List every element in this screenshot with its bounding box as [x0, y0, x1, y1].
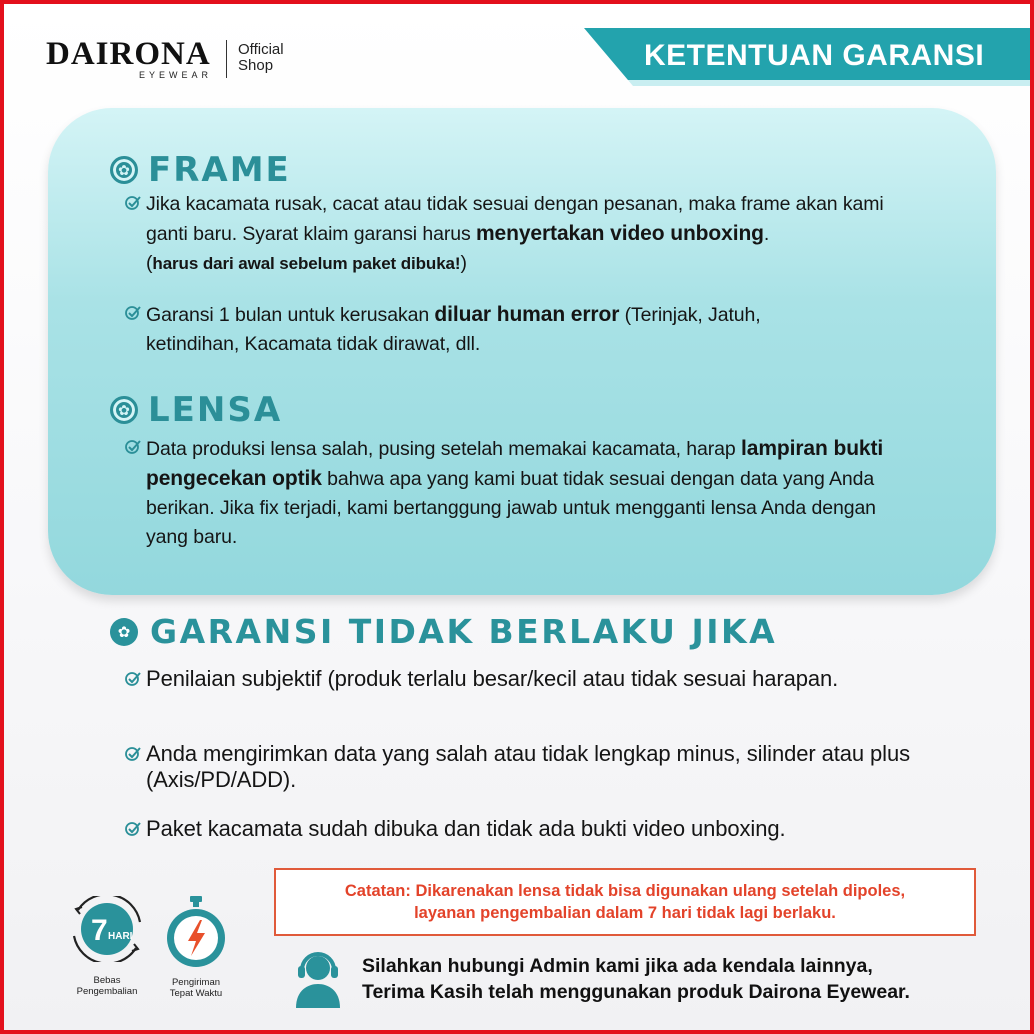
lens-heading — [110, 390, 282, 430]
exclusion-text: Paket kacamata sudah dibuka dan tidak ada bukti video unboxing. — [146, 816, 786, 841]
exclusions-title: GARANSI TIDAK BERLAKU JIKA — [150, 612, 778, 651]
free-return-badge — [62, 896, 152, 996]
shop-label: Shop — [238, 57, 274, 74]
stopwatch-icon — [156, 894, 236, 970]
checkmark-icon — [124, 744, 146, 793]
emphasis-text: lampiran bukti pengecekan optik — [146, 437, 884, 490]
frame-item-2 — [124, 300, 904, 359]
brand-logo — [46, 36, 284, 80]
official-label: Official — [238, 41, 284, 58]
caption-line: Pengiriman — [171, 977, 221, 988]
text-part: Data produksi lensa salah, pusing setelah memakai kacamata, harap — [146, 438, 741, 460]
text-part: bahwa apa yang kami buat tidak sesuai dengan data yang Anda berikan. Jika fix terjadi, kami bertanggung jawab untuk mengganti lensa Anda dengan yang baru. — [146, 468, 876, 548]
caption-line: Bebas — [93, 975, 121, 986]
frame-item-1 — [124, 190, 904, 278]
contact-section — [294, 950, 910, 1008]
return-days-number: 7 — [91, 914, 108, 947]
note-line: layanan pengembalian dalam 7 hari tidak lagi berlaku. — [414, 904, 836, 922]
brand-name: DAIRONA — [46, 36, 211, 72]
brand-subtitle: EYEWEAR — [138, 70, 212, 80]
caption-line: Tepat Waktu — [169, 988, 223, 999]
lens-title: LENSA — [148, 390, 283, 430]
contact-line: Silahkan hubungi Admin kami jika ada kendala lainnya, — [362, 955, 873, 977]
exclusion-item-3 — [124, 816, 924, 842]
on-time-shipping-badge — [156, 894, 236, 999]
frame-title: FRAME — [148, 150, 291, 190]
logo-divider — [226, 40, 227, 78]
frame-item-1-text — [146, 190, 896, 278]
checkmark-icon — [124, 303, 146, 359]
contact-line: Terima Kasih telah menggunakan produk Dairona Eyewear. — [362, 981, 910, 1003]
text-part: (Terinjak, Jatuh, ketindihan, Kacamata tidak dirawat, dll. — [146, 304, 761, 355]
emphasis-text: harus dari awal sebelum paket dibuka! — [152, 254, 461, 273]
frame-heading — [110, 150, 291, 190]
return-caption — [62, 975, 152, 997]
official-shop-label — [238, 42, 284, 74]
note-box — [274, 868, 976, 936]
page-title: KETENTUAN GARANSI — [644, 39, 985, 72]
exclusion-item-1 — [124, 666, 924, 692]
emphasis-text: menyertakan video unboxing — [475, 222, 764, 245]
note-line: Catatan: Dikarenakan lensa tidak bisa digunakan ulang setelah dipoles, — [344, 882, 906, 900]
flower-badge-icon: ✿ — [110, 156, 138, 184]
seven-days-icon — [62, 896, 152, 962]
caption-line: Pengembalian — [76, 986, 138, 997]
text-part: ( — [146, 252, 153, 274]
checkmark-icon — [124, 193, 146, 278]
text-part: ) — [460, 252, 467, 274]
text-part: Jika kacamata rusak, cacat atau tidak sesuai dengan pesanan, maka frame akan kami ganti baru. Syarat klaim garansi harus — [146, 193, 884, 245]
exclusions-heading — [110, 612, 777, 651]
exclusion-item-2 — [124, 741, 924, 793]
emphasis-text: diluar human error — [434, 303, 620, 326]
customer-service-icon — [294, 950, 342, 1008]
flower-badge-icon: ✿ — [110, 618, 138, 646]
exclusion-text: Anda mengirimkan data yang salah atau tidak lengkap minus, silinder atau plus (Axis/PD/ADD). — [146, 741, 910, 792]
lens-item-1-text — [146, 434, 896, 552]
flower-badge-icon: ✿ — [110, 396, 138, 424]
checkmark-icon — [124, 819, 146, 842]
text-part: . — [763, 223, 770, 245]
lens-item-1 — [124, 434, 904, 552]
frame-item-2-text — [146, 300, 846, 359]
checkmark-icon — [124, 669, 146, 692]
contact-text — [362, 953, 910, 1005]
checkmark-icon — [124, 437, 146, 552]
text-part: Garansi 1 bulan untuk kerusakan — [146, 304, 435, 326]
return-days-unit: HARI — [108, 931, 133, 942]
exclusion-text: Penilaian subjektif (produk terlalu besar/kecil atau tidak sesuai harapan. — [146, 666, 839, 691]
shipping-caption — [156, 977, 236, 999]
